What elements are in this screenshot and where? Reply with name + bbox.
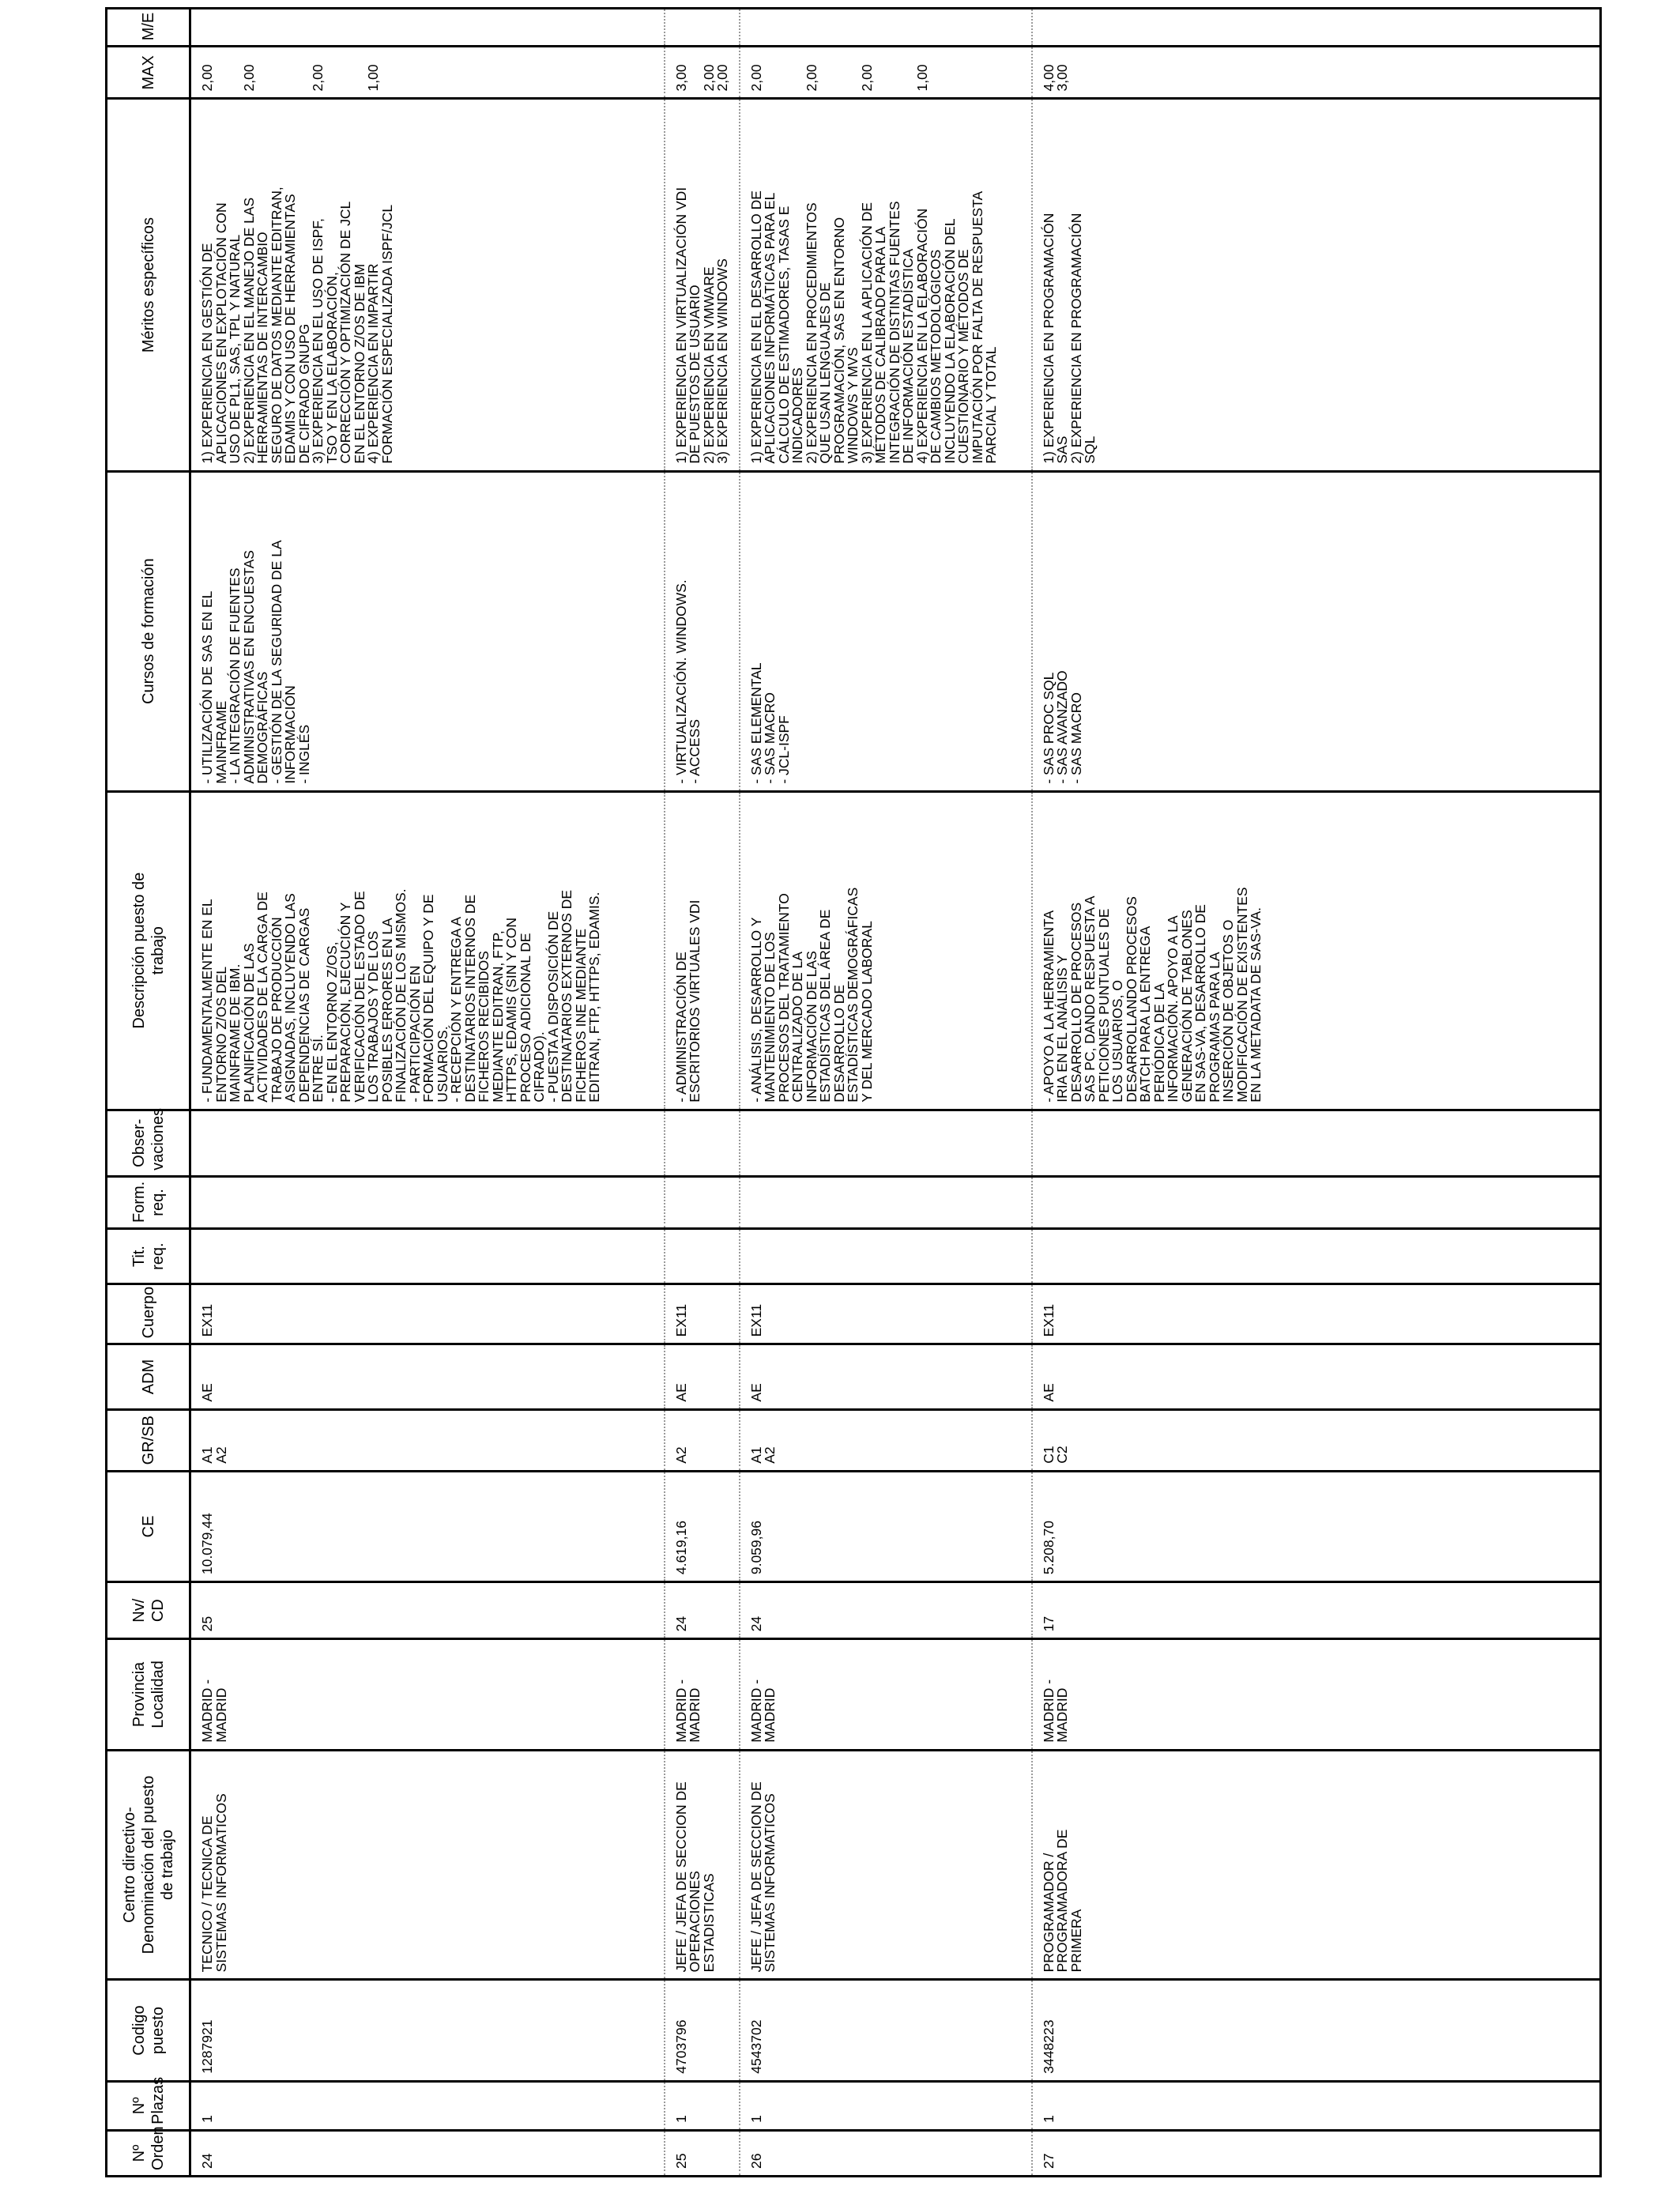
table-row xyxy=(1032,9,1601,2177)
cell-adm: AE xyxy=(740,1344,1032,1409)
cell-cuerpo: EX11 xyxy=(740,1284,1032,1344)
header-descripcion: Descripción puesto de trabajo xyxy=(107,791,190,1110)
cell-me xyxy=(665,9,740,47)
header-codigo: Codigo puesto xyxy=(107,1980,190,2081)
cell-nivel: 24 xyxy=(665,1582,740,1639)
cell-meritos: 1) EXPERIENCIA EN VIRTUALIZACIÓN VDI DE PUESTOS DE USUARIO 2) EXPERIENCIA EN VMWARE 3) EXPERIENCIA EN WINDOWS xyxy=(665,99,740,471)
header-tit: Tit. req. xyxy=(107,1229,190,1284)
cell-plazas: 1 xyxy=(665,2081,740,2130)
header-grupo: GR/SB xyxy=(107,1409,190,1471)
header-nivel: Nv/ CD xyxy=(107,1582,190,1639)
cell-max: 2,00 2,00 2,00 1,00 xyxy=(190,47,665,99)
cell-nivel: 25 xyxy=(190,1582,665,1639)
table-row xyxy=(190,9,665,2177)
header-adm: ADM xyxy=(107,1344,190,1409)
cell-cuerpo: EX11 xyxy=(1032,1284,1601,1344)
cell-adm: AE xyxy=(190,1344,665,1409)
cell-ce: 5.208,70 xyxy=(1032,1471,1601,1581)
cell-max: 2,00 2,00 2,00 1,00 xyxy=(740,47,1032,99)
cell-cursos: - SAS ELEMENTAL - SAS MACRO - JCL-ISPF xyxy=(740,471,1032,791)
cell-orden: 27 xyxy=(1032,2130,1601,2176)
cell-provincia: MADRID - MADRID xyxy=(190,1639,665,1750)
cell-adm: AE xyxy=(1032,1344,1601,1409)
cell-me xyxy=(190,9,665,47)
cell-codigo: 4703796 xyxy=(665,1980,740,2081)
cell-form xyxy=(665,1176,740,1228)
header-cursos: Cursos de formación xyxy=(107,471,190,791)
cell-orden: 24 xyxy=(190,2130,665,2176)
header-cuerpo: Cuerpo xyxy=(107,1284,190,1344)
cell-descripcion: - FUNDAMENTALMENTE EN EL ENTORNO Z/OS DEL MAINFRAME DE IBM. PLANIFICACIÓN DE LAS ACTIVIDADES DE LA CARGA DE TRABAJO DE PRODUCCIÓN ASIGNADAS, INCLUYENDO LAS DEPENDENCIAS DE CARGAS ENTRE SÍ. - EN EL ENTORNO Z/OS, PREPARACIÓN, EJECUCIÓN Y VERIFICACIÓN DEL ESTADO DE LOS TRABAJOS Y DE LOS POSIBLES ERRORES EN LA FINALIZACIÓN DE LOS MISMOS. - PARTICIPACIÓN EN FORMACIÓN DEL EQUIPO Y DE USUARIOS. - RECEPCIÓN Y ENTREGA A DESTINATARIOS INTERNOS DE FICHEROS RECIBIDOS MEDIANTE EDITRAN, FTP, HTTPS, EDAMIS (SIN Y CON PROCESO ADICIONAL DE CIFRADO). - PUESTA A DISPOSICIÓN DE DESTINATARIOS EXTERNOS DE FICHEROS INE MEDIANTE EDITRAN, FTP, HTTPS, EDAMIS. xyxy=(190,791,665,1110)
cell-descripcion: - ADMINISTRACIÓN DE ESCRITORIOS VIRTUALES VDI xyxy=(665,791,740,1110)
cell-tit xyxy=(190,1229,665,1284)
cell-cuerpo: EX11 xyxy=(190,1284,665,1344)
header-form: Form. req. xyxy=(107,1176,190,1228)
cell-provincia: MADRID - MADRID xyxy=(740,1639,1032,1750)
cell-centro: JEFE / JEFA DE SECCION DE SISTEMAS INFORMATICOS xyxy=(740,1750,1032,1980)
header-ce: CE xyxy=(107,1471,190,1581)
cell-grupo: C1 C2 xyxy=(1032,1409,1601,1471)
cell-centro: JEFE / JEFA DE SECCION DE OPERACIONES ESTADISTICAS xyxy=(665,1750,740,1980)
cell-obs xyxy=(665,1110,740,1176)
cell-provincia: MADRID - MADRID xyxy=(1032,1639,1601,1750)
cell-adm: AE xyxy=(665,1344,740,1409)
cell-grupo: A1 A2 xyxy=(190,1409,665,1471)
cell-centro: PROGRAMADOR / PROGRAMADORA DE PRIMERA xyxy=(1032,1750,1601,1980)
cell-form xyxy=(190,1176,665,1228)
cell-nivel: 24 xyxy=(740,1582,1032,1639)
cell-meritos: 1) EXPERIENCIA EN GESTIÓN DE APLICACIONES EN EXPLOTACIÓN CON USO DE PL1, SAS, TPL Y NATURAL 2) EXPERIENCIA EN EL MANEJO DE LAS HERRAMIENTAS DE INTERCAMBIO SEGURO DE DATOS MEDIANTE EDITRAN, EDAMIS Y CON USO DE HERRAMIENTAS DE CIFRADO GNUPG 3) EXPERIENCIA EN EL USO DE ISPF, TSO Y EN LA ELABORACIÓN, CORRECCIÓN Y OPTIMIZACIÓN DE JCL EN EL ENTORNO Z/OS DE IBM 4) EXPERIENCIA EN IMPARTIR FORMACIÓN ESPECIALIZADA ISPF/JCL xyxy=(190,99,665,471)
cell-plazas: 1 xyxy=(1032,2081,1601,2130)
cell-tit xyxy=(1032,1229,1601,1284)
header-provincia: Provincia Localidad xyxy=(107,1639,190,1750)
cell-codigo: 4543702 xyxy=(740,1980,1032,2081)
cell-provincia: MADRID - MADRID xyxy=(665,1639,740,1750)
cell-cursos: - VIRTUALIZACIÓN. WINDOWS. - ACCESS xyxy=(665,471,740,791)
cell-grupo: A2 xyxy=(665,1409,740,1471)
cell-cursos: - SAS PROC SQL - SAS AVANZADO - SAS MACRO xyxy=(1032,471,1601,791)
cell-obs xyxy=(740,1110,1032,1176)
header-meritos: Méritos específicos xyxy=(107,99,190,471)
header-me: M/E xyxy=(107,9,190,47)
cell-codigo: 3448223 xyxy=(1032,1980,1601,2081)
cell-tit xyxy=(665,1229,740,1284)
cell-codigo: 1287921 xyxy=(190,1980,665,2081)
cell-form xyxy=(740,1176,1032,1228)
cell-orden: 25 xyxy=(665,2130,740,2176)
header-orden: Nº Orden xyxy=(107,2130,190,2176)
cell-form xyxy=(1032,1176,1601,1228)
cell-obs xyxy=(190,1110,665,1176)
rotated-page xyxy=(105,7,1599,2177)
cell-cuerpo: EX11 xyxy=(665,1284,740,1344)
cell-max: 3,00 2,00 2,00 xyxy=(665,47,740,99)
cell-max: 4,00 3,00 xyxy=(1032,47,1601,99)
cell-centro: TECNICO / TECNICA DE SISTEMAS INFORMATICOS xyxy=(190,1750,665,1980)
cell-orden: 26 xyxy=(740,2130,1032,2176)
header-max: MAX xyxy=(107,47,190,99)
cell-me xyxy=(1032,9,1601,47)
cell-ce: 4.619,16 xyxy=(665,1471,740,1581)
cell-tit xyxy=(740,1229,1032,1284)
cell-cursos: - UTILIZACIÓN DE SAS EN EL MAINFRAME - LA INTEGRACIÓN DE FUENTES ADMINISTRATIVAS EN ENCUESTAS DEMOGRÁFICAS - GESTIÓN DE LA SEGURIDAD DE LA INFORMACIÓN - INGLÉS xyxy=(190,471,665,791)
cell-ce: 10.079,44 xyxy=(190,1471,665,1581)
vacancies-table xyxy=(105,7,1602,2177)
cell-grupo: A1 A2 xyxy=(740,1409,1032,1471)
cell-obs xyxy=(1032,1110,1601,1176)
cell-descripcion: - APOYO A LA HERRAMIENTA IRIA EN EL ANÁLISIS Y DESARROLLO DE PROCESOS SAS PC, DANDO RESPUESTA A PETICIONES PUNTUALES DE LOS USUARIOS, O DESARROLLANDO PROCESOS BATCH PARA LA ENTREGA PERIÓDICA DE LA INFORMACIÓN. APOYO A LA GENERACIÓN DE TABLONES EN SAS-VA, DESARROLLO DE PROGRAMAS PARA LA INSERCIÓN DE OBJETOS O MODIFICACIÓN DE EXISTENTES EN LA METADATA DE SAS-VA. xyxy=(1032,791,1601,1110)
cell-plazas: 1 xyxy=(190,2081,665,2130)
table-row xyxy=(740,9,1032,2177)
cell-me xyxy=(740,9,1032,47)
cell-meritos: 1) EXPERIENCIA EN EL DESARROLLO DE APLICACIONES INFORMÁTICAS PARA EL CÁLCULO DE ESTIMADORES, TASAS E INDICADORES 2) EXPERIENCIA EN PROCEDIMIENTOS QUE USAN LENGUAJES DE PROGRAMACIÓN, SAS EN ENTORNO WINDOWS Y MVS 3) EXPERIENCIA EN LA APLICACIÓN DE MÉTODOS DE CALIBRADO PARA LA INTEGRACIÓN DE DISTINTAS FUENTES DE INFORMACIÓN ESTADÍSTICA 4) EXPERIENCIA EN LA ELABORACIÓN DE CAMBIOS METODOLÓGICOS INCLUYENDO LA ELABORACIÓN DEL CUESTIONARIO Y MÉTODOS DE IMPUTACIÓN POR FALTA DE RESPUESTA PARCIAL Y TOTAL xyxy=(740,99,1032,471)
cell-descripcion: - ANÁLISIS, DESARROLLO Y MANTENIMIENTO DE LOS PROCESOS DEL TRATAMIENTO CENTRALIZADO DE LA INFORMACIÓN DE LAS ESTADÍSTICAS DEL ÁREA DE DESARROLLO DE ESTADÍSTICAS DEMOGRÁFICAS Y DEL MERCADO LABORAL xyxy=(740,791,1032,1110)
cell-meritos: 1) EXPERIENCIA EN PROGRAMACIÓN SAS 2) EXPERIENCIA EN PROGRAMACIÓN SQL xyxy=(1032,99,1601,471)
header-row xyxy=(107,9,190,2177)
table-row xyxy=(665,9,740,2177)
header-plazas: Nº Plazas xyxy=(107,2081,190,2130)
header-centro: Centro directivo- Denominación del puesto de trabajo xyxy=(107,1750,190,1980)
cell-nivel: 17 xyxy=(1032,1582,1601,1639)
header-obs: Obser- vaciones xyxy=(107,1110,190,1176)
cell-plazas: 1 xyxy=(740,2081,1032,2130)
cell-ce: 9.059,96 xyxy=(740,1471,1032,1581)
